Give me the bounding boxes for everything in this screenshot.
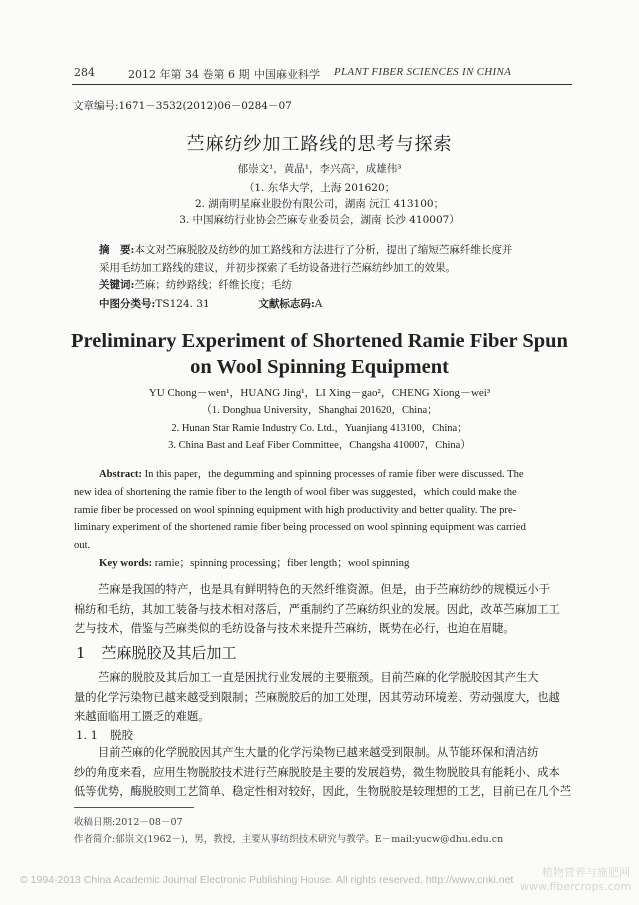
journal-name-cn: 中国麻业科学 bbox=[254, 68, 320, 81]
section-number: 1 bbox=[76, 644, 86, 662]
affiliation-en: （1. Donghua University，Shanghai 201620，China； bbox=[201, 405, 438, 416]
intro-paragraph bbox=[74, 580, 582, 639]
abstract-en-line bbox=[99, 466, 577, 484]
section-1-paragraph bbox=[74, 668, 582, 727]
abstract-cn-line: 采用毛纺加工路线的建议，并初步探索了毛纺设备进行苎麻纺纱加工的效果。 bbox=[99, 262, 456, 274]
copyright-notice: © 1994-2013 China Academic Journal Electronic Publishing House. All rights reserved. http://www.cnki.net bbox=[20, 874, 514, 886]
classification-label: 中图分类号: bbox=[99, 298, 156, 310]
doc-code: A bbox=[314, 298, 323, 310]
section-1-line: 来越面临用工匮乏的难题。 bbox=[74, 710, 210, 723]
abstract-en bbox=[99, 466, 577, 484]
section-title: 苎麻脱胶及其后加工 bbox=[101, 644, 237, 662]
intro-line: 艺与技术，借鉴与苎麻类似的毛纺设备与技术来提升苎麻纺，既势在必行，也迫在眉睫。 bbox=[74, 622, 515, 635]
section-1-1-paragraph bbox=[74, 743, 582, 802]
watermark bbox=[520, 866, 630, 894]
section-1-1-heading bbox=[76, 727, 133, 743]
page-number: 284 bbox=[74, 66, 95, 79]
intro-line: 苎麻是我国的特产，也是具有鲜明特色的天然纤维资源。但是，由于苎麻纺纱的规模远小于 bbox=[98, 583, 550, 596]
journal-name-en: PLANT FIBER SCIENCES IN CHINA bbox=[334, 66, 512, 78]
article-id: 文章编号:1671－3532(2012)06－0284－07 bbox=[73, 100, 292, 112]
title-cn: 苎麻纺纱加工路线的思考与探索 bbox=[186, 134, 453, 155]
affiliation-en: 3. China Bast and Leaf Fiber Committee，Changsha 410007，China） bbox=[168, 440, 471, 451]
abstract-en-line: out. bbox=[74, 539, 91, 551]
keywords-cn-label: 关键词: bbox=[99, 279, 135, 291]
abstract-en-line: ramie fiber be processed on wool spinning equipment with high productivity and better quality. The pre- bbox=[74, 504, 517, 516]
classification-code: TS124. 31 bbox=[155, 298, 210, 310]
title-en-line1: Preliminary Experiment of Shortened Ramie Fiber Spun bbox=[71, 330, 568, 352]
header-rule bbox=[72, 84, 572, 85]
keywords-cn bbox=[99, 277, 292, 292]
classification bbox=[99, 296, 322, 311]
section-number: 1. 1 bbox=[76, 728, 98, 742]
keywords-en-label: Key words: bbox=[99, 557, 153, 569]
section-title: 脱胶 bbox=[109, 728, 133, 742]
intro-line: 棉纺和毛纺，其加工装备与技术相对落后，严重制约了苎麻纺织业的发展。因此，改革苎麻加工工 bbox=[74, 602, 560, 616]
keywords-cn-text: 苎麻；纺纱路线；纤维长度；毛纺 bbox=[134, 279, 292, 291]
section-1-1-line: 低等优势，酶脱胶则工艺简单、稳定性相对较好，因此，生物脱胶是较理想的工艺，目前已在几个苎 bbox=[74, 785, 572, 798]
abstract-en-rest bbox=[74, 484, 578, 554]
abstract-cn-label: 摘 要: bbox=[99, 244, 135, 256]
abstract-en-text: In this paper，the degumming and spinning processes of ramie fiber were discussed. The bbox=[144, 469, 524, 480]
authors-cn: 郁崇文¹，黄晶¹，李兴高²，成雄伟³ bbox=[237, 163, 402, 175]
keywords-en bbox=[99, 555, 409, 570]
authors-en: YU Chong－wen¹，HUANG Jing¹，LI Xing－gao²，CHENG Xiong－wei³ bbox=[148, 387, 491, 399]
abstract-en-label: Abstract: bbox=[99, 469, 142, 480]
watermark-line: www.fibercrops.com bbox=[520, 880, 632, 893]
footnote-rule bbox=[74, 807, 194, 808]
keywords-en-text: ramie；spinning processing；fiber length；wool spinning bbox=[154, 557, 410, 569]
section-1-line: 苎麻的脱胶及其后加工一直是困扰行业发展的主要瓶颈。目前苎麻的化学脱胶因其产生大 bbox=[98, 671, 539, 684]
affiliation-cn: 2. 湖南明星麻业股份有限公司，湖南 沅江 413100； bbox=[194, 198, 445, 210]
watermark-line: 植物营养与施肥网 bbox=[542, 866, 630, 879]
section-1-1-line: 目前苎麻的化学脱胶因其产生大量的化学污染物已越来越受到限制。从节能环保和清洁纺 bbox=[98, 746, 539, 759]
abstract-en-line: new idea of shortening the ramie fiber to the length of wool fiber was suggested，which could make the bbox=[74, 487, 517, 498]
running-header bbox=[0, 66, 639, 82]
footnote-author: 作者简介:郁崇文(1962－)，男，教授，主要从事纺织技术研究与教学。E－mail:yucw@dhu.edu.cn bbox=[74, 834, 504, 845]
section-1-1-line: 纱的角度来看，应用生物脱胶技术进行苎麻脱胶是主要的发展趋势，微生物脱胶具有能耗小、成本 bbox=[74, 765, 560, 779]
affiliation-cn: 3. 中国麻纺行业协会苎麻专业委员会，湖南 长沙 410007） bbox=[179, 214, 460, 226]
title-en-line2: on Wool Spinning Equipment bbox=[190, 356, 449, 378]
abstract-cn-text: 本文对苎麻脱胶及纺纱的加工路线和方法进行了分析，提出了缩短苎麻纤维长度并 bbox=[134, 244, 513, 256]
abstract-en-line: liminary experiment of the shortened ramie fiber being processed on wool spinning equipment was carried bbox=[74, 522, 526, 533]
affiliation-cn: （1. 东华大学，上海 201620； bbox=[243, 182, 396, 194]
footnote-received: 收稿日期:2012－08－07 bbox=[74, 817, 183, 828]
abstract-cn bbox=[99, 242, 579, 257]
issue-info: 2012 年第 34 卷第 6 期 bbox=[128, 68, 250, 81]
affiliation-en: 2. Hunan Star Ramie Industry Co. Ltd.，Yuanjiang 413100，China； bbox=[171, 423, 468, 434]
section-1-line: 量的化学污染物已越来越受到限制；苎麻脱胶后的加工处理，因其劳动环境差、劳动强度大，也越 bbox=[74, 690, 560, 704]
section-1-heading bbox=[76, 642, 237, 663]
doc-code-label: 文献标志码: bbox=[258, 298, 315, 310]
